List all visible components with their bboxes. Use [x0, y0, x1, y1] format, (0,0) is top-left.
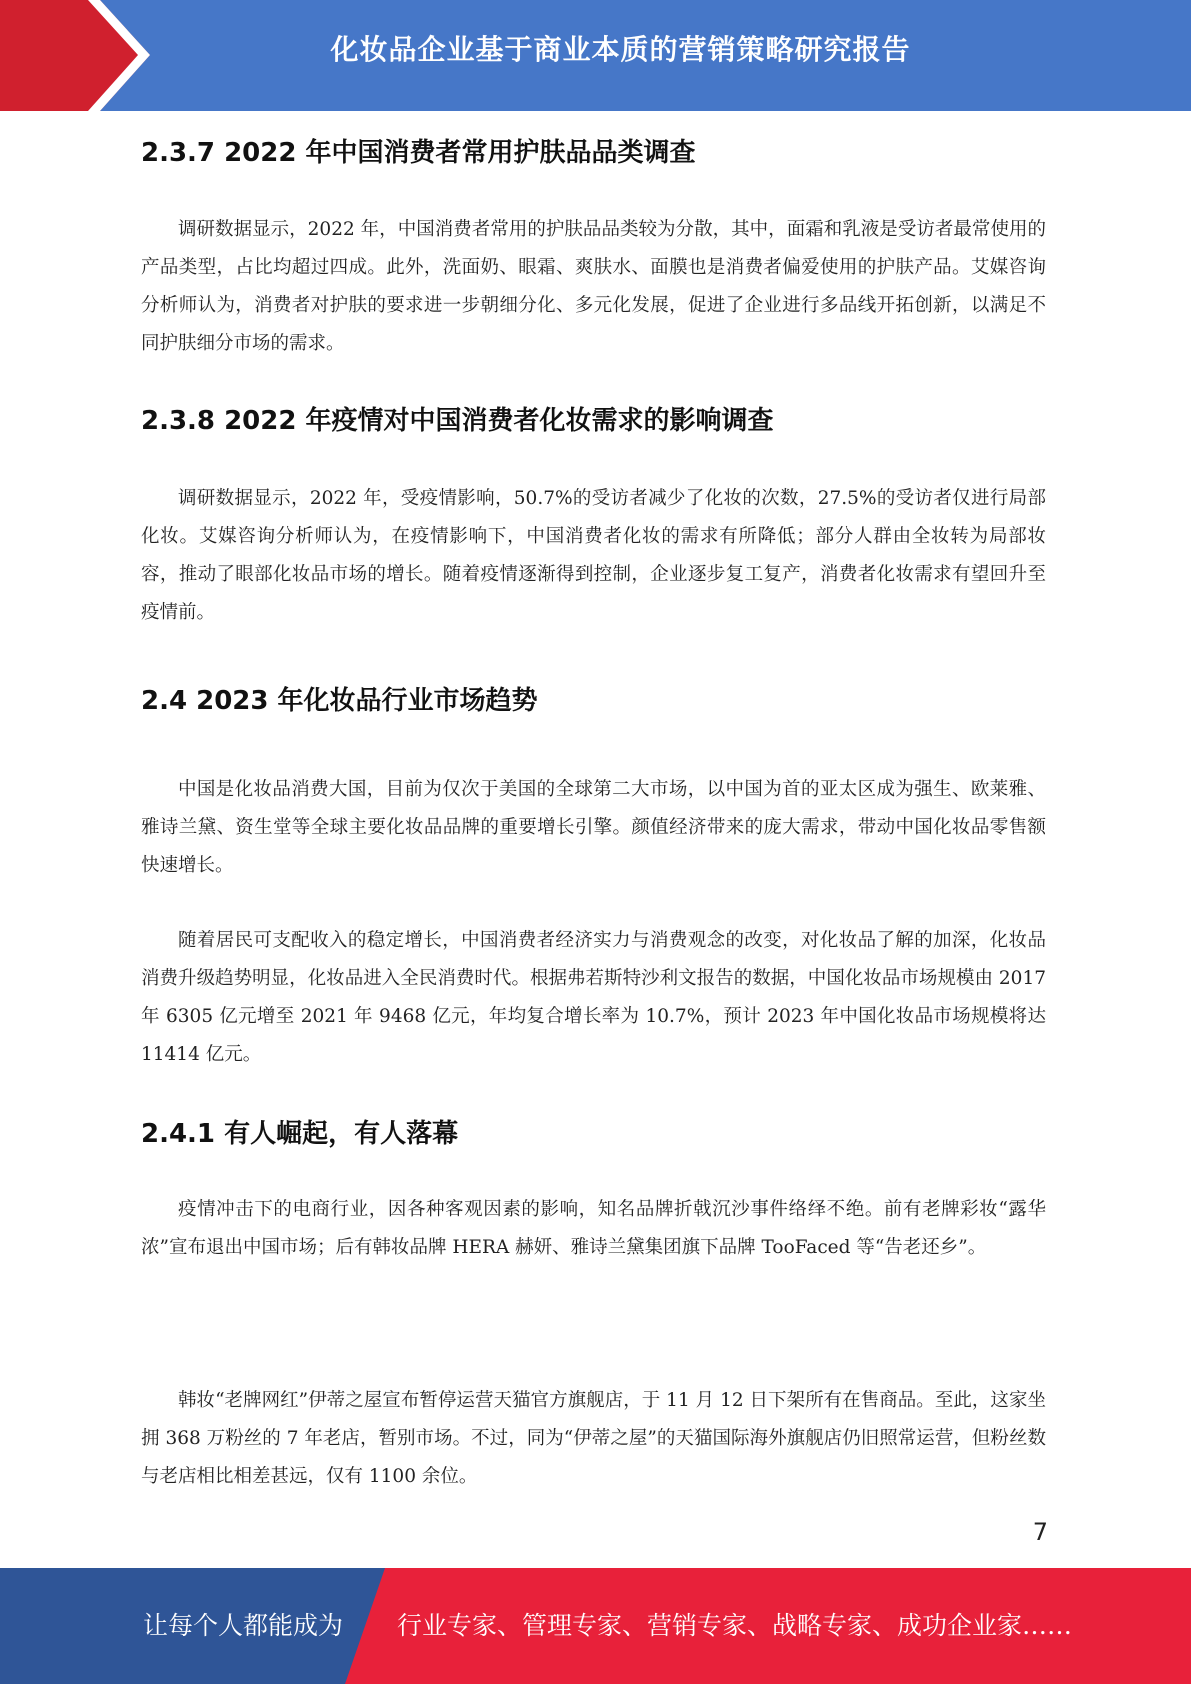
page-number: 7	[1032, 1518, 1048, 1546]
section-heading-2-3-7: 2.3.7 2022 年中国消费者常用护肤品品类调查	[141, 138, 696, 168]
paragraph: 随着居民可支配收入的稳定增长，中国消费者经济实力与消费观念的改变，对化妆品了解的加深，化妆品消费升级趋势明显，化妆品进入全民消费时代。根据弗若斯特沙利文报告的数据，中国化妆品市场规模由 2017 年 6305 亿元增至 2021 年 9468 亿元，年均复合增长率为 10.7%，预计 2023 年中国化妆品市场规模将达 11414 亿元。	[141, 930, 1046, 1065]
header-title: 化妆品企业基于商业本质的营销策略研究报告	[330, 33, 911, 66]
paragraph: 调研数据显示，2022 年，受疫情影响，50.7%的受访者减少了化妆的次数，27.5%的受访者仅进行局部化妆。艾媒咨询分析师认为，在疫情影响下，中国消费者化妆的需求有所降低；部分人群由全妆转为局部妆容，推动了眼部化妆品市场的增长。随着疫情逐渐得到控制，企业逐步复工复产，消费者化妆需求有望回升至疫情前。	[141, 488, 1046, 623]
paragraph: 调研数据显示，2022 年，中国消费者常用的护肤品品类较为分散，其中，面霜和乳液是受访者最常使用的产品类型，占比均超过四成。此外，洗面奶、眼霜、爽肤水、面膜也是消费者偏爱使用的护肤产品。艾媒咨询分析师认为，消费者对护肤的要求进一步朝细分化、多元化发展，促进了企业进行多品线开拓创新，以满足不同护肤细分市场的需求。	[141, 219, 1046, 354]
paragraph: 韩妆“老牌网红”伊蒂之屋宣布暂停运营天猫官方旗舰店，于 11 月 12 日下架所有在售商品。至此，这家坐拥 368 万粉丝的 7 年老店，暂别市场。不过，同为“伊蒂之屋”的天猫国际海外旗舰店仍旧照常运营，但粉丝数与老店相比相差甚远，仅有 1100 余位。	[141, 1390, 1046, 1487]
section-heading-2-4: 2.4 2023 年化妆品行业市场趋势	[141, 686, 538, 716]
paragraph: 中国是化妆品消费大国，目前为仅次于美国的全球第二大市场，以中国为首的亚太区成为强生、欧莱雅、雅诗兰黛、资生堂等全球主要化妆品品牌的重要增长引擎。颜值经济带来的庞大需求，带动中国化妆品零售额快速增长。	[141, 779, 1046, 876]
header-banner	[0, 0, 1191, 111]
footer-slogan-right: 行业专家、管理专家、营销专家、战略专家、成功企业家……	[397, 1611, 1073, 1640]
footer-banner	[0, 1568, 1191, 1684]
paragraph: 疫情冲击下的电商行业，因各种客观因素的影响，知名品牌折戟沉沙事件络绎不绝。前有老牌彩妆“露华浓”宣布退出中国市场；后有韩妆品牌 HERA 赫妍、雅诗兰黛集团旗下品牌 TooFaced 等“告老还乡”。	[141, 1199, 1046, 1258]
section-heading-2-3-8: 2.3.8 2022 年疫情对中国消费者化妆需求的影响调查	[141, 406, 774, 436]
footer-slogan-left: 让每个人都能成为	[143, 1611, 344, 1640]
section-heading-2-4-1: 2.4.1 有人崛起，有人落幕	[141, 1119, 459, 1149]
